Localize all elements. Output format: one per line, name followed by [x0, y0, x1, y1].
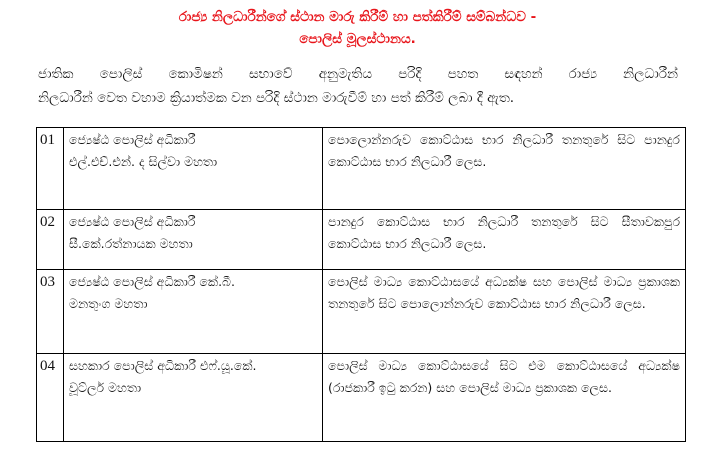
row-number: 04: [37, 354, 64, 442]
row-number: 01: [37, 128, 64, 210]
table-row: [37, 128, 686, 210]
table-row: [37, 210, 686, 270]
officer-name-cell: [64, 354, 323, 442]
officer-name: මනතුංග මහතා: [69, 296, 148, 311]
transfers-table: [36, 127, 686, 442]
officer-rank: ජ්‍යෙෂ්ඨ පොලිස් අධිකාරී කේ.බී.: [69, 274, 235, 289]
row-number: 02: [37, 210, 64, 270]
document-title-line-2: පොලිස් මූලස්ථානය.: [299, 31, 416, 47]
officer-name: සී.කේ.රත්නායක මහතා: [69, 236, 193, 251]
officer-rank: ජ්‍යෙෂ්ඨ පොලිස් අධිකාරී: [69, 132, 196, 147]
table-row: [37, 354, 686, 442]
document-title-line-1: රාජ්‍ය නිලධාරීන්ගේ ස්ථාන මාරු කිරීම් හා පත්කිරීම් සම්බන්ධව -: [178, 9, 537, 25]
officer-name: එල්.එච්.එන්. ද සිල්වා මහතා: [69, 154, 218, 169]
officer-rank: ජ්‍යෙෂ්ඨ පොලිස් අධිකාරී: [69, 214, 196, 229]
transfer-description: පොලිස් මාධ්‍ය කොට්ඨාසයේ සිට එම කොට්ඨාසයේ අධ්‍යක්ෂ (රාජකාරී ඉටු කරන) සහ පොලිස් මාධ්‍ය ප්‍රකාශක ලෙස.: [323, 354, 686, 442]
intro-paragraph-line-2: නිලධාරීන් වෙත වහාම ක්‍රියාත්මක වන පරිදි ස්ථාන මාරුවීම් හා පත් කිරීම් ලබා දී ඇත.: [38, 90, 515, 106]
row-number: 03: [37, 270, 64, 354]
officer-name-cell: [64, 270, 323, 354]
officer-name: වූට්ලර් මහතා: [69, 380, 142, 395]
transfer-description: පොලිස් මාධ්‍ය කොට්ඨාසයේ අධ්‍යක්ෂ සහ පොලිස් මාධ්‍ය ප්‍රකාශක තනතුරේ සිට පොලොන්නරුව කොට්ඨාස භාර නිලධාරී ලෙස.: [323, 270, 686, 354]
officer-name-cell: [64, 210, 323, 270]
intro-paragraph-line-1: ජාතික පොලිස් කොමිෂන් සභාවේ අනුමැතිය පරිදි පහත සඳහන් රාජ්‍ය නිලධාරීන්: [38, 66, 678, 82]
table-row: [37, 270, 686, 354]
transfer-description: පොලොන්නරුව කොට්ඨාස භාර නිලධාරී තනතුරේ සිට පානදුර කොට්ඨාස භාර නිලධාරී ලෙස.: [323, 128, 686, 210]
officer-name-cell: [64, 128, 323, 210]
officer-rank: සහකාර පොලිස් අධිකාරී එෆ්.යූ.කේ.: [69, 358, 257, 373]
transfer-description: පානදුර කොට්ඨාස භාර නිලධාරී තනතුරේ සිට සීතාවකපුර කොට්ඨාස භාර නිලධාරී ලෙස.: [323, 210, 686, 270]
